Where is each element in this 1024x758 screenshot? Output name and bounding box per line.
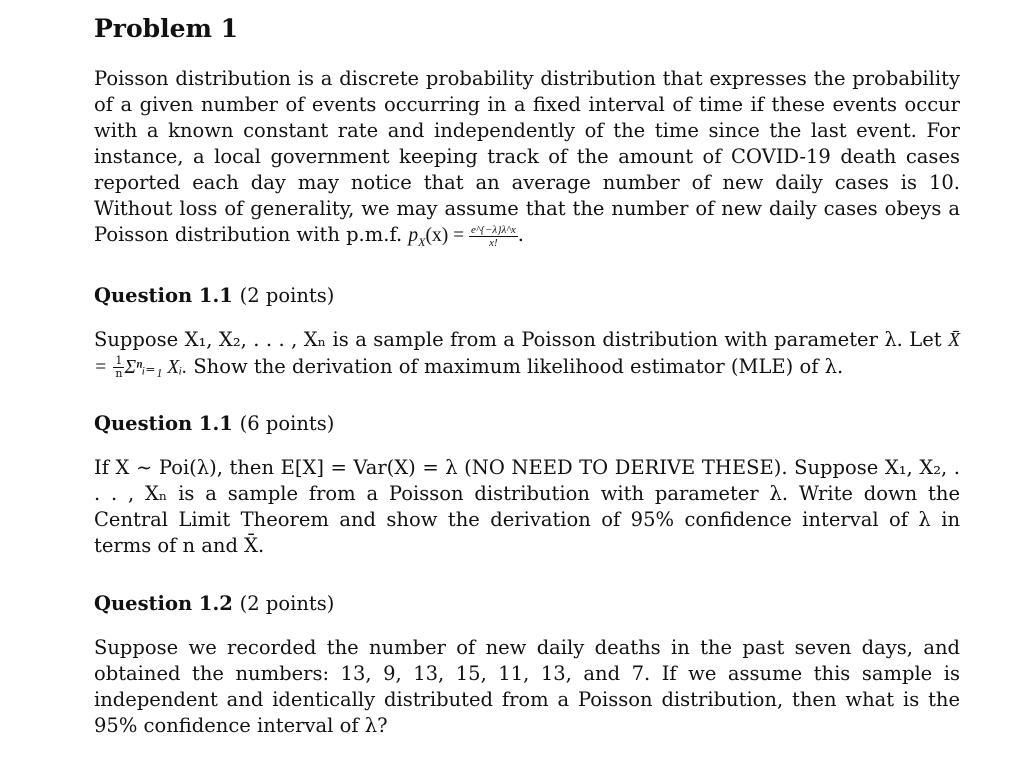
question-text: Suppose we recorded the number of new daily deaths in the past seven days, and obtained the numbers: 13, 9, 13, 15, 11, 13, and 7. If we assume this sample is independent and identically distributed from a Poisson distribution, then what is the 95% confidence interval of λ? bbox=[94, 636, 960, 737]
problem-title: Problem 1 bbox=[94, 14, 239, 43]
question-heading: Question 1.1 (6 points) bbox=[94, 412, 335, 435]
pmf-fraction: $\frac{e\^{}\{-\lambda\}\lambda\^{}x}{x!}$ bbox=[470, 224, 516, 250]
question-heading: Question 1.1 (2 points) bbox=[94, 284, 335, 307]
pmf-formula: $p_X(x)$ = $\frac{e\^{}\{-\lambda\}\lambda\^{}x}{x!}$ bbox=[408, 224, 516, 250]
intro-paragraph: Poisson distribution is a discrete probability distribution that expresses the probability of a given number of events occurring in a fixed interval of time if these events occur with a known constant rate and independently of the time since the last event. For instance, a local government keeping track of the amount of COVID-19 death cases reported each day may notice that an average number of new daily cases is 10. Without loss of generality, we may assume that the number of new daily cases obeys a Poisson distribution with p.m.f. $p_X(x)$ = $\frac{e\^{}\{-\lambda\}\lambda\^{}x}{x!}$ . bbox=[94, 67, 960, 250]
question-text: Suppose X₁, X₂, . . . , Xₙ is a sample from a Poisson distribution with parameter λ. Let X̄ = $\frac{1}{n}$ Σⁿᵢ₌₁ Xᵢ. Show the derivation of maximum likelihood estimator (MLE) of λ. bbox=[94, 328, 960, 380]
mean-fraction: $\frac{1}{n}$ bbox=[115, 354, 123, 380]
question-heading: Question 1.2 (2 points) bbox=[94, 592, 335, 615]
intro-text: Poisson distribution is a discrete probability distribution that expresses the probability of a given number of events occurring in a fixed interval of time if these events occur with a known constant rate and independently of the time since the last event. For instance, a local government keeping track of the amount of COVID-19 death cases reported each day may notice that an average number of new daily cases is 10. Without loss of generality, we may assume that the number of new daily cases obeys a Poisson distribution with p.m.f. bbox=[94, 67, 960, 246]
question-text: If X ∼ Poi(λ), then E[X] = Var(X) = λ (NO NEED TO DERIVE THESE). Suppose X₁, X₂, . . . , Xₙ is a sample from a Poisson distribution with parameter λ. Write down the Central Limit Theorem and show the derivation of 95% confidence interval of λ in terms of n and X̄. bbox=[94, 456, 960, 557]
